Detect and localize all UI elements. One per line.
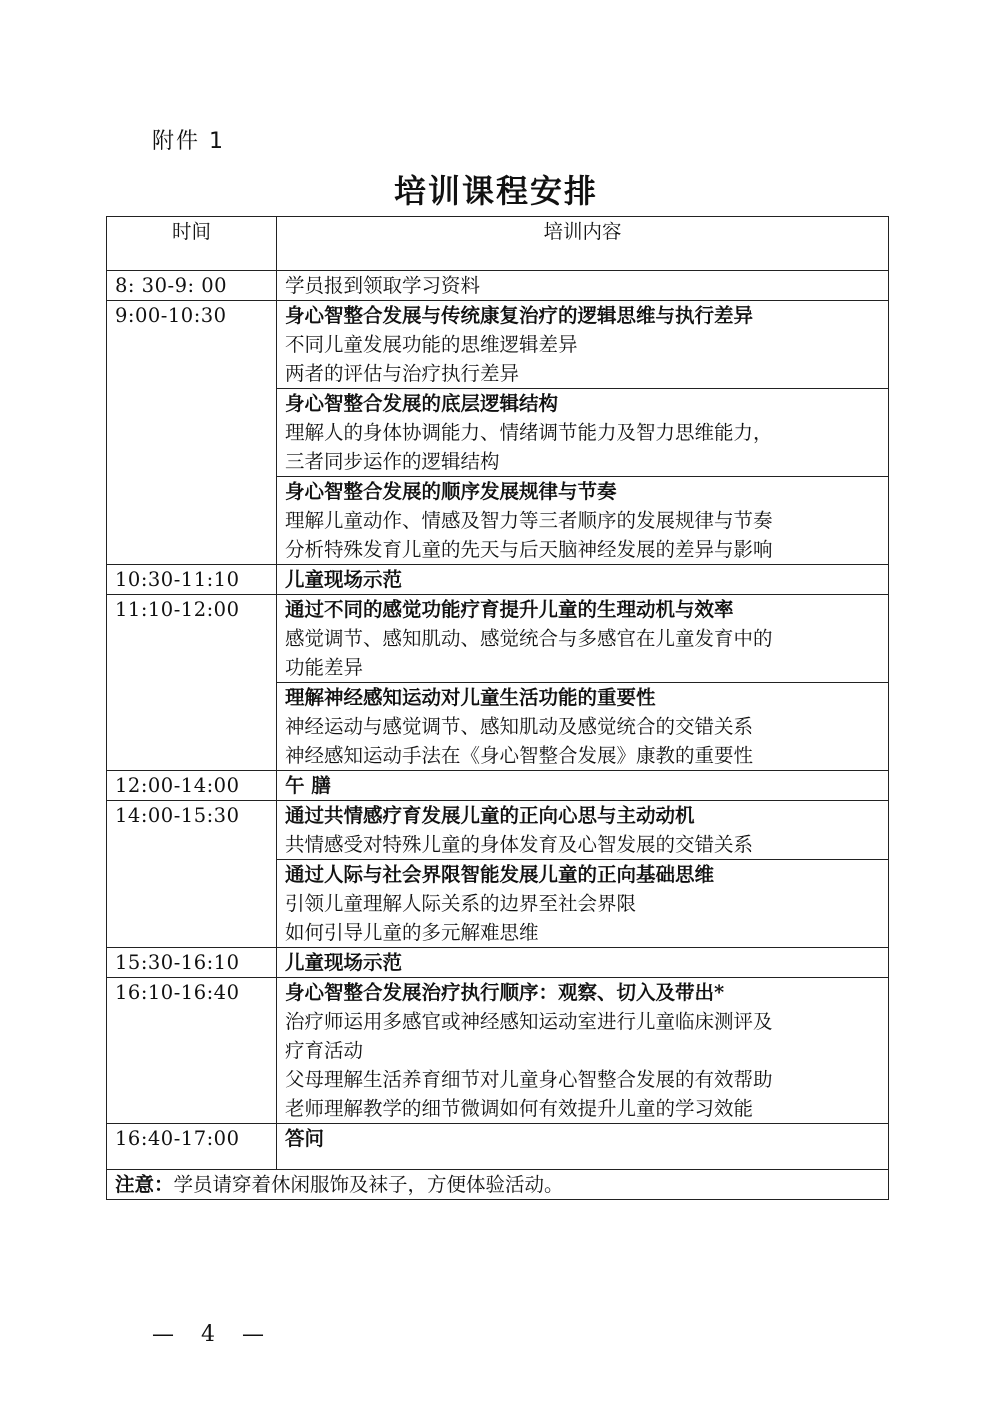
table-row [107, 301, 889, 389]
note-label: 注意： [115, 1173, 174, 1196]
note-cell [107, 1170, 889, 1200]
block-line: 不同儿童发展功能的思维逻辑差异 [285, 333, 578, 356]
note-row [107, 1170, 889, 1200]
content-block [277, 801, 889, 860]
block-heading: 理解神经感知运动对儿童生活功能的重要性 [285, 686, 656, 709]
block-line: 引领儿童理解人际关系的边界至社会界限 [285, 892, 637, 915]
page-number: — 4 — [152, 1322, 274, 1347]
block-line: 共情感受对特殊儿童的身体发育及心智发展的交错关系 [285, 833, 754, 856]
time-cell: 9:00-10:30 [107, 301, 277, 565]
time-cell: 16:10-16:40 [107, 978, 277, 1124]
block-line: 理解人的身体协调能力、情绪调节能力及智力思维能力， [285, 421, 773, 444]
content-cell: 学员报到领取学习资料 [277, 271, 889, 301]
content-heading: 午 膳 [285, 774, 331, 797]
table-row [107, 595, 889, 683]
header-content: 培训内容 [277, 217, 889, 271]
time-cell: 8: 30-9: 00 [107, 271, 277, 301]
content-block [277, 389, 889, 477]
content-heading: 儿童现场示范 [285, 951, 403, 974]
time-cell: 14:00-15:30 [107, 801, 277, 948]
block-line: 父母理解生活养育细节对儿童身心智整合发展的有效帮助 [285, 1068, 773, 1091]
time-cell: 10:30-11:10 [107, 565, 277, 595]
table-row [107, 771, 889, 801]
block-line: 神经运动与感觉调节、感知肌动及感觉统合的交错关系 [285, 715, 754, 738]
block-line: 疗育活动 [285, 1039, 364, 1062]
block-heading: 通过人际与社会界限智能发展儿童的正向基础思维 [285, 863, 715, 886]
block-line: 如何引导儿童的多元解难思维 [285, 921, 539, 944]
table-row [107, 565, 889, 595]
content-heading: 儿童现场示范 [285, 568, 403, 591]
table-row [107, 271, 889, 301]
content-block [277, 978, 889, 1124]
block-line: 两者的评估与治疗执行差异 [285, 362, 520, 385]
attachment-label: 附件 1 [152, 129, 225, 154]
block-heading: 身心智整合发展的底层逻辑结构 [285, 392, 559, 415]
block-line: 感觉调节、感知肌动、感觉统合与多感官在儿童发育中的 [285, 627, 773, 650]
time-cell: 12:00-14:00 [107, 771, 277, 801]
table-row [107, 801, 889, 860]
content-heading: 答问 [285, 1127, 325, 1150]
block-line: 理解儿童动作、情感及智力等三者顺序的发展规律与节奏 [285, 509, 773, 532]
time-cell: 15:30-16:10 [107, 948, 277, 978]
content-block [277, 860, 889, 948]
block-line: 分析特殊发育儿童的先天与后天脑神经发展的差异与影响 [285, 538, 773, 561]
block-heading: 身心智整合发展与传统康复治疗的逻辑思维与执行差异 [285, 304, 754, 327]
document-title: 培训课程安排 [393, 172, 598, 210]
content-block [277, 301, 889, 389]
block-line: 老师理解教学的细节微调如何有效提升儿童的学习效能 [285, 1097, 754, 1120]
schedule-table [106, 216, 889, 1200]
block-line: 神经感知运动手法在《身心智整合发展》康教的重要性 [285, 744, 754, 767]
block-heading: 通过共情感疗育发展儿童的正向心思与主动动机 [285, 804, 695, 827]
block-heading: 身心智整合发展治疗执行顺序：观察、切入及带出* [285, 981, 725, 1004]
content-block [277, 683, 889, 771]
header-time: 时间 [107, 217, 277, 271]
table-row [107, 948, 889, 978]
block-line: 治疗师运用多感官或神经感知运动室进行儿童临床测评及 [285, 1010, 773, 1033]
time-cell: 11:10-12:00 [107, 595, 277, 771]
table-row [107, 978, 889, 1124]
table-row [107, 1124, 889, 1170]
content-block [277, 595, 889, 683]
block-heading: 身心智整合发展的顺序发展规律与节奏 [285, 480, 617, 503]
note-text: 学员请穿着休闲服饰及袜子，方便体验活动。 [173, 1173, 564, 1196]
block-heading: 通过不同的感觉功能疗育提升儿童的生理动机与效率 [285, 598, 734, 621]
block-line: 三者同步运作的逻辑结构 [285, 450, 500, 473]
table-header-row [107, 217, 889, 271]
time-cell: 16:40-17:00 [107, 1124, 277, 1170]
block-line: 功能差异 [285, 656, 364, 679]
content-block [277, 477, 889, 565]
